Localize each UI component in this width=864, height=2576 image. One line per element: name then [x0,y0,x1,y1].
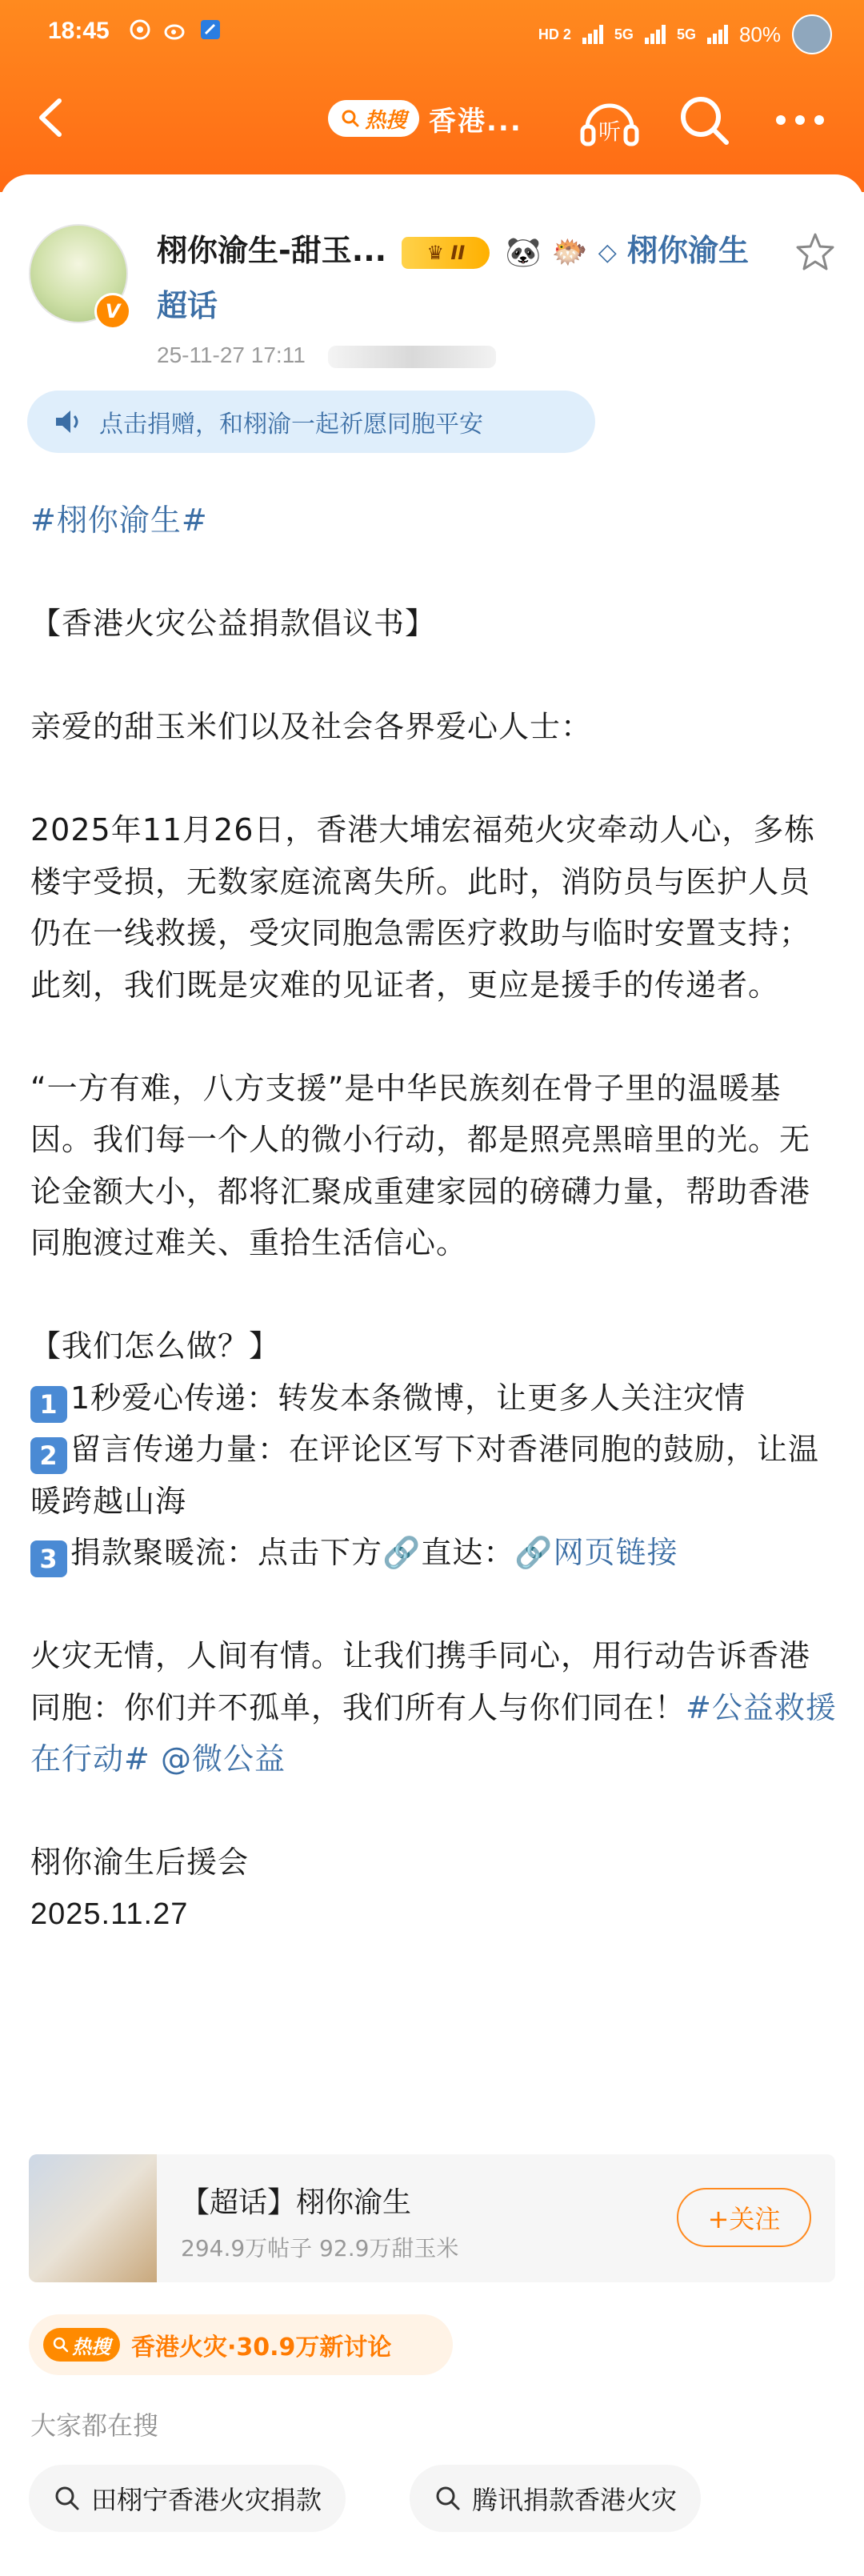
status-app-icons [128,18,222,42]
verified-badge-icon: V [94,293,131,330]
topic-title: 【超话】栩你渝生 [181,2186,412,2219]
back-arrow-icon[interactable] [24,90,80,146]
step-3-text: 捐款聚暖流：点击下方🔗直达： [70,1535,515,1570]
step-1-text: 1秒爱心传递：转发本条微博，让更多人关注灾情 [70,1380,746,1416]
signal-icon [582,25,603,44]
paragraph-2: “一方有难，八方支援”是中华民族刻在骨子里的温暖基因。我们每一个人的微小行动，都是照亮黑暗里的光。无论金额大小，都将汇聚成重建家园的磅礴力量，帮助香港同胞渡过难关、重拾生活信心。 [30,1070,811,1260]
author-name[interactable]: 栩你渝生-甜玉... [157,233,387,268]
mention-link[interactable]: @微公益 [160,1741,286,1777]
hot-search-pill[interactable] [29,2314,453,2375]
how-heading: 【我们怎么做？】 [30,1328,281,1364]
status-time: 18:45 [48,18,110,44]
post-body [30,495,838,1940]
search-suggestion-2[interactable] [410,2465,701,2532]
hot-search-badge-label: 热搜 [72,2335,110,2358]
network-5g-indicator-2: 5G [676,26,696,42]
step-2-text: 留言传递力量：在评论区写下对香港同胞的鼓励，让温暖跨越山海 [30,1432,820,1519]
fish-icon: 🐡 [551,235,588,269]
keycap-1-icon: 1 [30,1386,67,1423]
app-badge-icon [198,18,222,42]
speaker-icon [51,406,83,438]
keycap-2-icon: 2 [30,1437,67,1474]
search-icon [341,109,360,128]
step-1 [30,1372,838,1424]
star-icon[interactable] [794,230,837,274]
donate-banner[interactable] [27,391,595,453]
paragraph-1: 2025年11月26日，香港大埔宏福苑火灾牵动人心，多栋楼宇受损，无数家庭流离失所。此时，消防员与医护人员仍在一线救援，受灾同胞急需医疗救助与临时安置支持；此刻，我们既是灾难的见证者，更应是援手的传递者。 [30,812,816,1003]
top-header [0,0,864,192]
hot-search-text: 香港火灾·30.9万新讨论 [131,2334,392,2362]
panda-icon: 🐼 [505,235,542,269]
paragraph-3 [30,1630,838,1785]
app-notification-icon [128,18,152,42]
search-icon-nav[interactable] [672,88,736,152]
step-3 [30,1527,838,1579]
nav-bar [0,70,864,166]
listen-label: 听 [598,118,622,145]
hot-search-topic: 香港... [429,105,522,138]
donate-banner-text: 点击捐赠，和栩渝一起祈愿同胞平安 [99,411,483,439]
search-icon-small [53,2337,69,2353]
paragraph-3-text: 火灾无情，人间有情。让我们携手同心，用行动告诉香港同胞：你们并不孤单，我们所有人与你们同在！ [30,1638,811,1725]
search-suggestion-1-label: 田栩宁香港火灾捐款 [91,2485,322,2515]
post-date: 2025.11.27 [30,1897,189,1931]
super-topic-link[interactable]: 栩你渝生超话 [157,233,750,323]
hashtag-bottom[interactable]: #公益救援在行动# [30,1689,837,1777]
weibo-notification-icon [163,18,187,42]
search-icon-chip [53,2484,82,2513]
hot-tag-label: 热搜 [365,108,407,133]
signal-icon-2 [645,25,666,44]
listen-icon[interactable] [576,88,643,155]
hot-search-badge [43,2328,120,2362]
author-line [157,224,765,332]
link-icon: 🔗 [514,1535,554,1570]
hashtag-top[interactable]: #栩你渝生# [30,503,208,538]
network-hd-indicator: HD 2 [538,26,571,42]
crown-icon: ♛ [426,241,444,264]
search-suggestion-1[interactable] [29,2465,346,2532]
search-suggestion-2-label: 腾讯捐款香港火灾 [472,2485,678,2515]
search-icon-chip-2 [434,2484,462,2513]
topic-thumbnail [29,2154,157,2282]
keycap-3-icon: 3 [30,1540,67,1577]
status-bar [0,0,864,64]
follow-button[interactable]: +关注 [677,2188,811,2247]
fan-level-badge [402,237,490,269]
network-5g-indicator: 5G [614,26,634,42]
greeting: 亲爱的甜玉米们以及社会各界爱心人士： [30,709,593,744]
step-2 [30,1424,838,1527]
topic-stats: 294.9万帖子 92.9万甜玉米 [181,2235,459,2262]
battery-percent: 80% [738,22,781,46]
hot-search-title[interactable] [328,96,528,141]
blurred-device-info [328,346,496,368]
status-avatar [792,14,832,54]
signature: 栩你渝生后援会 [30,1845,250,1880]
diamond-icon: ◇ [598,238,617,266]
status-right [538,14,832,54]
more-icon[interactable] [768,88,832,152]
proposal-heading: 【香港火灾公益捐款倡议书】 [30,606,437,641]
fan-level-label: II [450,241,466,264]
everyone-search-label: 大家都在搜 [30,2410,159,2441]
hot-search-tag [328,100,419,137]
web-link-label: 网页链接 [553,1535,678,1570]
post-time: 25-11-27 17:11 [157,343,306,367]
super-topic-card[interactable] [29,2154,835,2282]
signal-icon-3 [707,25,728,44]
web-link[interactable] [514,1535,678,1570]
